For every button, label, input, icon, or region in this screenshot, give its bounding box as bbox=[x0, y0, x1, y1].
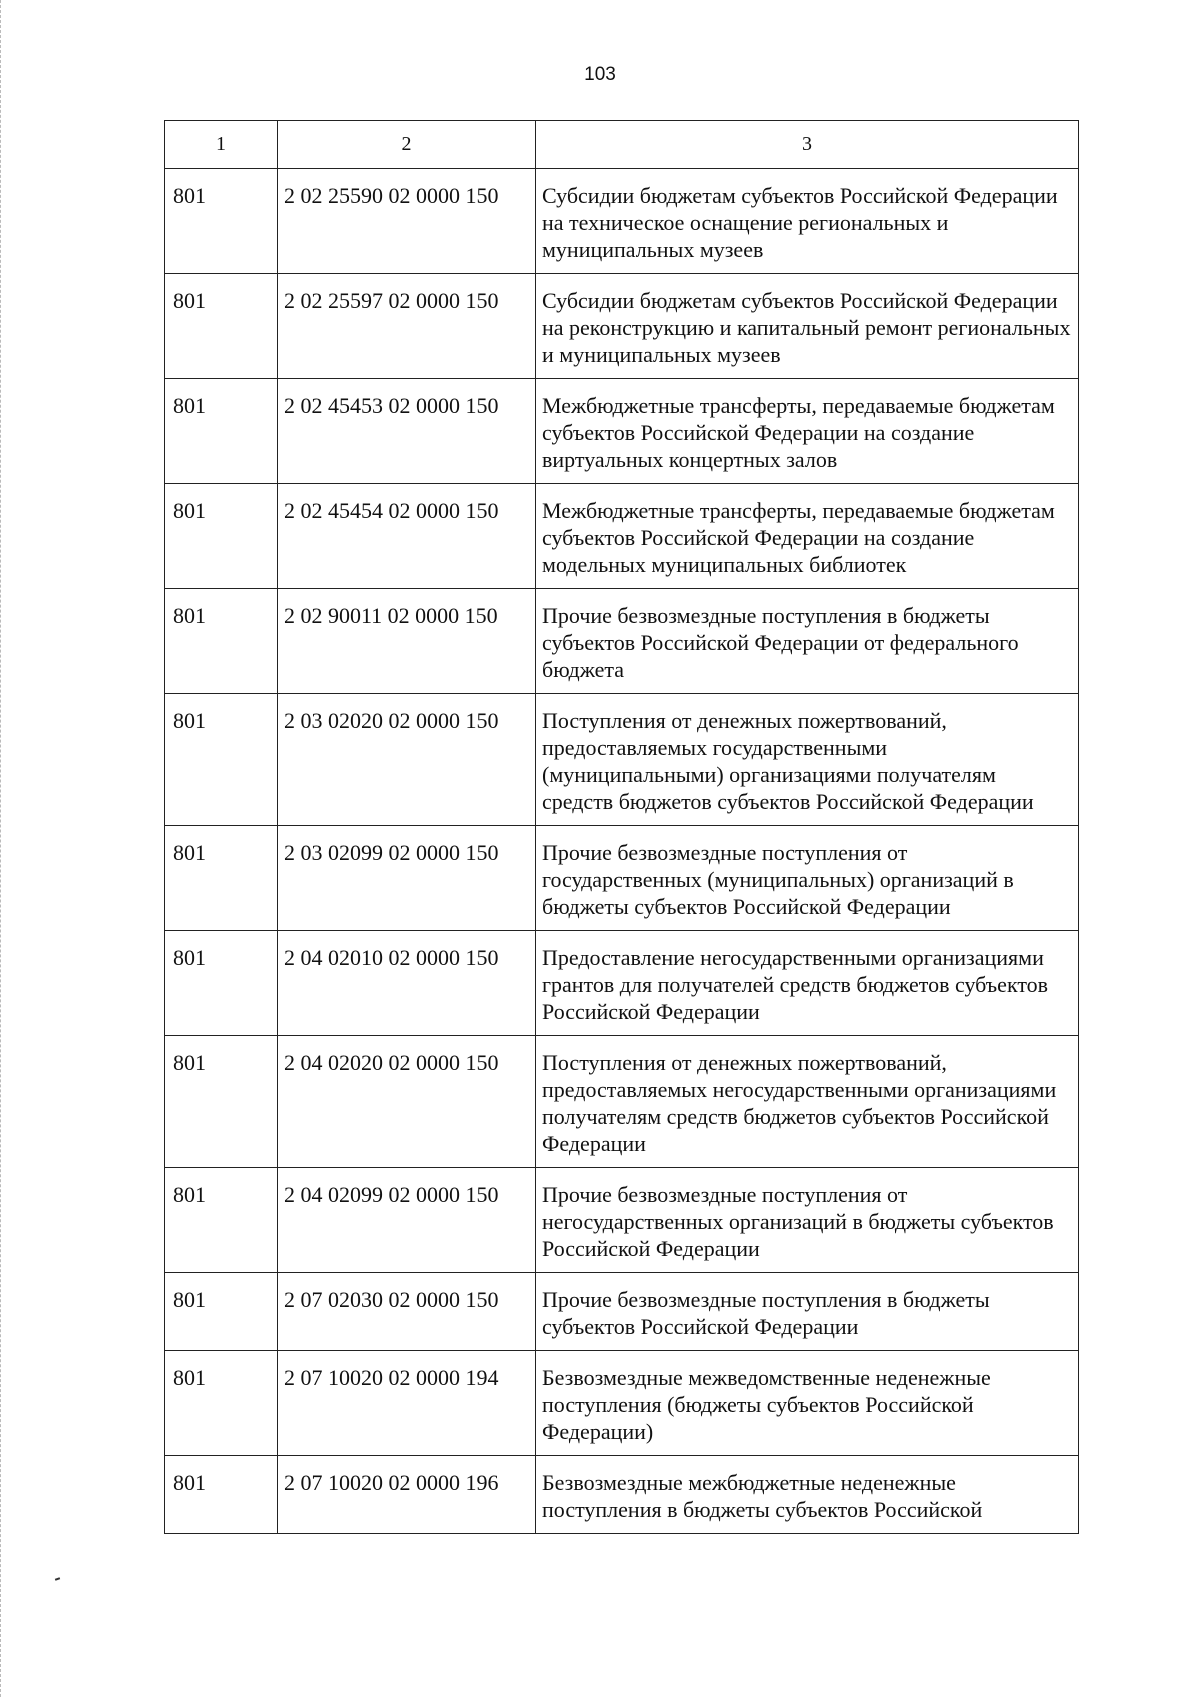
description-cell: Прочие безвозмездные поступления от государственных (муниципальных) организаций в бюджеты субъектов Российской Федерации bbox=[536, 826, 1079, 931]
table-row bbox=[165, 694, 1079, 826]
description-cell: Предоставление негосударственными организациями грантов для получателей средств бюджетов субъектов Российской Федерации bbox=[536, 931, 1079, 1036]
admin-code-cell: 801 bbox=[165, 1351, 278, 1456]
scan-mark bbox=[55, 1577, 60, 1581]
admin-code-cell: 801 bbox=[165, 379, 278, 484]
revenue-code-cell: 2 02 25590 02 0000 150 bbox=[278, 169, 536, 274]
description-cell: Прочие безвозмездные поступления в бюджеты субъектов Российской Федерации bbox=[536, 1273, 1079, 1351]
column-header-3: 3 bbox=[536, 121, 1079, 169]
table-row bbox=[165, 169, 1079, 274]
table-row bbox=[165, 931, 1079, 1036]
description-cell: Поступления от денежных пожертвований, предоставляемых негосударственными организациями получателям средств бюджетов субъектов Российской Федерации bbox=[536, 1036, 1079, 1168]
page-number: 103 bbox=[584, 64, 616, 85]
description-cell: Безвозмездные межбюджетные неденежные поступления в бюджеты субъектов Российской bbox=[536, 1456, 1079, 1534]
table-row bbox=[165, 1168, 1079, 1273]
revenue-code-cell: 2 04 02020 02 0000 150 bbox=[278, 1036, 536, 1168]
admin-code-cell: 801 bbox=[165, 826, 278, 931]
revenue-code-cell: 2 04 02099 02 0000 150 bbox=[278, 1168, 536, 1273]
table-row bbox=[165, 826, 1079, 931]
admin-code-cell: 801 bbox=[165, 1273, 278, 1351]
description-cell: Субсидии бюджетам субъектов Российской Федерации на реконструкцию и капитальный ремонт региональных и муниципальных музеев bbox=[536, 274, 1079, 379]
description-cell: Прочие безвозмездные поступления от негосударственных организаций в бюджеты субъектов Российской Федерации bbox=[536, 1168, 1079, 1273]
description-cell: Прочие безвозмездные поступления в бюджеты субъектов Российской Федерации от федерального бюджета bbox=[536, 589, 1079, 694]
revenue-code-cell: 2 02 45453 02 0000 150 bbox=[278, 379, 536, 484]
revenue-code-cell: 2 03 02020 02 0000 150 bbox=[278, 694, 536, 826]
column-header-2: 2 bbox=[278, 121, 536, 169]
revenue-codes-table bbox=[164, 120, 1079, 1534]
page-left-edge bbox=[0, 0, 4, 1697]
revenue-code-cell: 2 07 10020 02 0000 194 bbox=[278, 1351, 536, 1456]
revenue-code-cell: 2 07 02030 02 0000 150 bbox=[278, 1273, 536, 1351]
description-cell: Межбюджетные трансферты, передаваемые бюджетам субъектов Российской Федерации на создание модельных муниципальных библиотек bbox=[536, 484, 1079, 589]
revenue-code-cell: 2 02 25597 02 0000 150 bbox=[278, 274, 536, 379]
admin-code-cell: 801 bbox=[165, 931, 278, 1036]
table-row bbox=[165, 274, 1079, 379]
description-cell: Межбюджетные трансферты, передаваемые бюджетам субъектов Российской Федерации на создание виртуальных концертных залов bbox=[536, 379, 1079, 484]
admin-code-cell: 801 bbox=[165, 694, 278, 826]
revenue-code-cell: 2 03 02099 02 0000 150 bbox=[278, 826, 536, 931]
table-row bbox=[165, 1036, 1079, 1168]
table-row bbox=[165, 379, 1079, 484]
admin-code-cell: 801 bbox=[165, 1036, 278, 1168]
description-cell: Безвозмездные межведомственные неденежные поступления (бюджеты субъектов Российской Федерации) bbox=[536, 1351, 1079, 1456]
revenue-code-cell: 2 02 90011 02 0000 150 bbox=[278, 589, 536, 694]
table-row bbox=[165, 1456, 1079, 1534]
table-row bbox=[165, 484, 1079, 589]
table-row bbox=[165, 589, 1079, 694]
table-row bbox=[165, 1273, 1079, 1351]
revenue-code-cell: 2 04 02010 02 0000 150 bbox=[278, 931, 536, 1036]
table-header-row bbox=[165, 121, 1079, 169]
table-row bbox=[165, 1351, 1079, 1456]
revenue-code-cell: 2 02 45454 02 0000 150 bbox=[278, 484, 536, 589]
description-cell: Субсидии бюджетам субъектов Российской Федерации на техническое оснащение региональных и муниципальных музеев bbox=[536, 169, 1079, 274]
revenue-code-cell: 2 07 10020 02 0000 196 bbox=[278, 1456, 536, 1534]
admin-code-cell: 801 bbox=[165, 484, 278, 589]
description-cell: Поступления от денежных пожертвований, предоставляемых государственными (муниципальными) организациями получателям средств бюджетов субъектов Российской Федерации bbox=[536, 694, 1079, 826]
admin-code-cell: 801 bbox=[165, 1456, 278, 1534]
admin-code-cell: 801 bbox=[165, 169, 278, 274]
admin-code-cell: 801 bbox=[165, 589, 278, 694]
column-header-1: 1 bbox=[165, 121, 278, 169]
admin-code-cell: 801 bbox=[165, 1168, 278, 1273]
admin-code-cell: 801 bbox=[165, 274, 278, 379]
